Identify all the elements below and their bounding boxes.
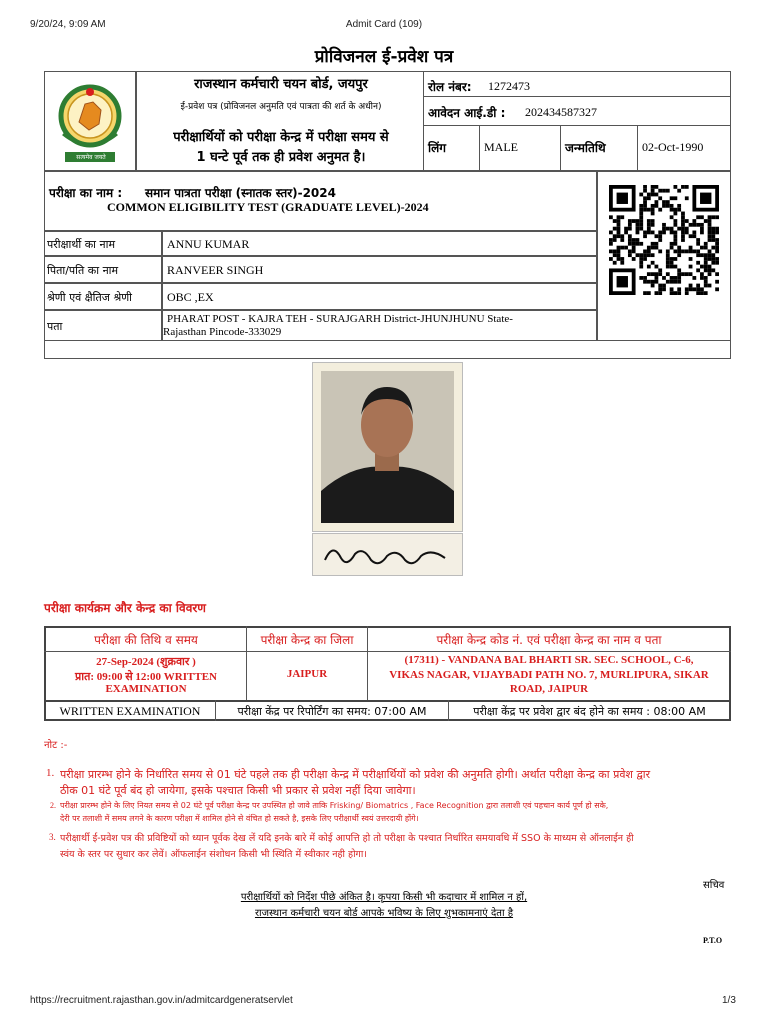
secretary-label: सचिव <box>703 880 725 891</box>
note2-line1: परीक्षा प्रारम्भ होने के लिए नियत समय से 02 घंटे पूर्व परीक्षा केन्द्र पर उपस्थित हो जावे ताकि Frisking/ Biomatrics , Face Recognition द्वारा तलाशी एवं पहचान कार्य पूर्ण हो सके, <box>60 801 609 810</box>
exam-name-hindi: समान पात्रता परीक्षा (स्नातक स्तर)-2024 <box>145 186 336 200</box>
category-value: OBC ,EX <box>167 290 214 304</box>
centre-line1: (17311) - VANDANA BAL BHARTI SR. SEC. SCHOOL, C-6, <box>404 654 694 666</box>
footer-line2: राजस्थान कर्मचारी चयन बोर्ड आपके भविष्य के लिए शुभकामनाएं देता है <box>254 908 514 919</box>
dob-value: 02-Oct-1990 <box>642 140 704 154</box>
candidate-name-value: ANNU KUMAR <box>167 237 250 251</box>
org-name: राजस्थान कर्मचारी चयन बोर्ड, जयपुर <box>194 77 368 92</box>
roll-label: रोल नंबर: <box>428 80 472 94</box>
qr-code-icon <box>609 185 719 295</box>
pto-label: P.T.O <box>703 936 723 945</box>
col-district-header: परीक्षा केन्द्र का जिला <box>260 633 354 647</box>
exam-district: JAIPUR <box>286 668 328 680</box>
note1-line2: ठीक 01 घंटे पूर्व बंद हो जायेगा, इसके पश्चात किसी भी प्रकार से प्रवेश नहीं दिया जावेगा। <box>60 784 416 797</box>
category-label: श्रेणी एवं क्षैतिज श्रेणी <box>47 291 133 304</box>
reporting-time: परीक्षा केंद्र पर रिपोर्टिंग का समय: 07:00 AM <box>237 705 427 718</box>
centre-line2: VIKAS NAGAR, VIJAYBADI PATH NO. 7, MURLIPURA, SIKAR <box>389 669 709 681</box>
schedule-heading: परीक्षा कार्यक्रम और केन्द्र का विवरण <box>44 601 206 615</box>
exam-name-label: परीक्षा का नाम : <box>49 186 123 200</box>
note2-line2: देरी पर तलाशी में समय लगने के कारण परीक्षा में शामिल होने से वंचित हो सकते है, इसके लिए परीक्षार्थी स्वयं उत्तरदायी होंगे। <box>60 814 419 823</box>
exam-name-cell <box>44 171 597 231</box>
logo-caption: सत्यमेव जयते <box>76 154 106 161</box>
dob-label: जन्मतिथि <box>565 141 606 155</box>
org-subtitle: ई-प्रवेश पत्र (प्रोविजनल अनुमति एवं पात्रता की शर्त के अधीन) <box>180 102 382 112</box>
note1-line1: परीक्षा प्रारम्भ होने के निर्धारित समय से 01 घंटे पहले तक ही परीक्षा केन्द्र में परीक्षार्थियों को प्रवेश की अनुमति होगी। अर्थात परीक्षा केन्द्र का प्रवेश द्वार <box>60 768 651 781</box>
print-url[interactable]: https://recruitment.rajasthan.gov.in/admitcardgeneratservlet <box>30 995 293 1006</box>
address-line1: PHARAT POST - KAJRA TEH - SURAJGARH District-JHUNJHUNU State- <box>167 313 513 325</box>
signature-icon <box>313 534 462 575</box>
application-id-label: आवेदन आई.डी : <box>428 106 506 120</box>
note3-line1: परीक्षार्थी ई-प्रवेश पत्र की प्रविष्टियों को ध्यान पूर्वक देख लें यदि इनके बारे में कोई आपत्ति हो तो परीक्षा के पश्चात निर्धारित समयावधि में SSO के माध्यम से ऑनलाईन ही <box>60 833 634 844</box>
print-page-title: Admit Card (109) <box>345 19 423 30</box>
candidate-photo <box>312 362 463 532</box>
roll-value: 1272473 <box>488 79 530 93</box>
father-name-value: RANVEER SINGH <box>167 263 264 277</box>
logo-cell <box>44 71 136 171</box>
exam-time: प्रात: 09:00 से 12:00 WRITTEN <box>75 671 217 683</box>
col-centre-header: परीक्षा केन्द्र कोड नं. एवं परीक्षा केन्द्र का नाम व पता <box>436 633 662 647</box>
print-datetime: 9/20/24, 9:09 AM <box>30 19 106 30</box>
col-date-time-header: परीक्षा की तिथि व समय <box>94 633 198 647</box>
print-page-count: 1/3 <box>722 995 736 1006</box>
person-photo-icon <box>313 363 462 531</box>
footer-line1: परीक्षार्थियों को निर्देश पीछे अंकित है। कृपया किसी भी कदाचार में शामिल न हों, <box>240 892 528 903</box>
candidate-signature <box>312 533 463 576</box>
note3-line2: स्वंय के स्तर पर सुधार कर लेवें। ऑफलाईन संशोधन किसी भी स्थिति में स्वीकार नही होगा। <box>60 849 367 860</box>
gate-close-time: परीक्षा केंद्र पर प्रवेश द्वार बंद होने का समय : 08:00 AM <box>473 705 706 718</box>
document-title: प्रोविजनल ई-प्रवेश पत्र <box>314 47 454 67</box>
notes-label: नोट :- <box>44 740 68 751</box>
org-cell <box>136 71 424 171</box>
entry-note-line1: परीक्षार्थियों को परीक्षा केन्द्र में परीक्षा समय से <box>173 130 389 145</box>
exam-mode: WRITTEN EXAMINATION <box>59 704 201 718</box>
address-label: पता <box>47 320 63 333</box>
gender-label: लिंग <box>428 141 447 155</box>
exam-type: EXAMINATION <box>105 683 187 695</box>
exam-name-english: COMMON ELIGIBILITY TEST (GRADUATE LEVEL)-2024 <box>107 200 429 214</box>
entry-note-line2: 1 घन्टे पूर्व तक ही प्रवेश अनुमत है। <box>196 150 366 165</box>
exam-date: 27-Sep-2024 (शुक्रवार ) <box>96 656 196 668</box>
address-line2: Rajasthan Pincode-333029 <box>163 326 282 338</box>
gender-value: MALE <box>484 140 518 154</box>
centre-line3: ROAD, JAIPUR <box>509 683 589 695</box>
candidate-name-label: परीक्षार्थी का नाम <box>47 238 116 251</box>
father-name-label: पिता/पति का नाम <box>47 264 119 277</box>
application-id-value: 202434587327 <box>525 105 597 119</box>
